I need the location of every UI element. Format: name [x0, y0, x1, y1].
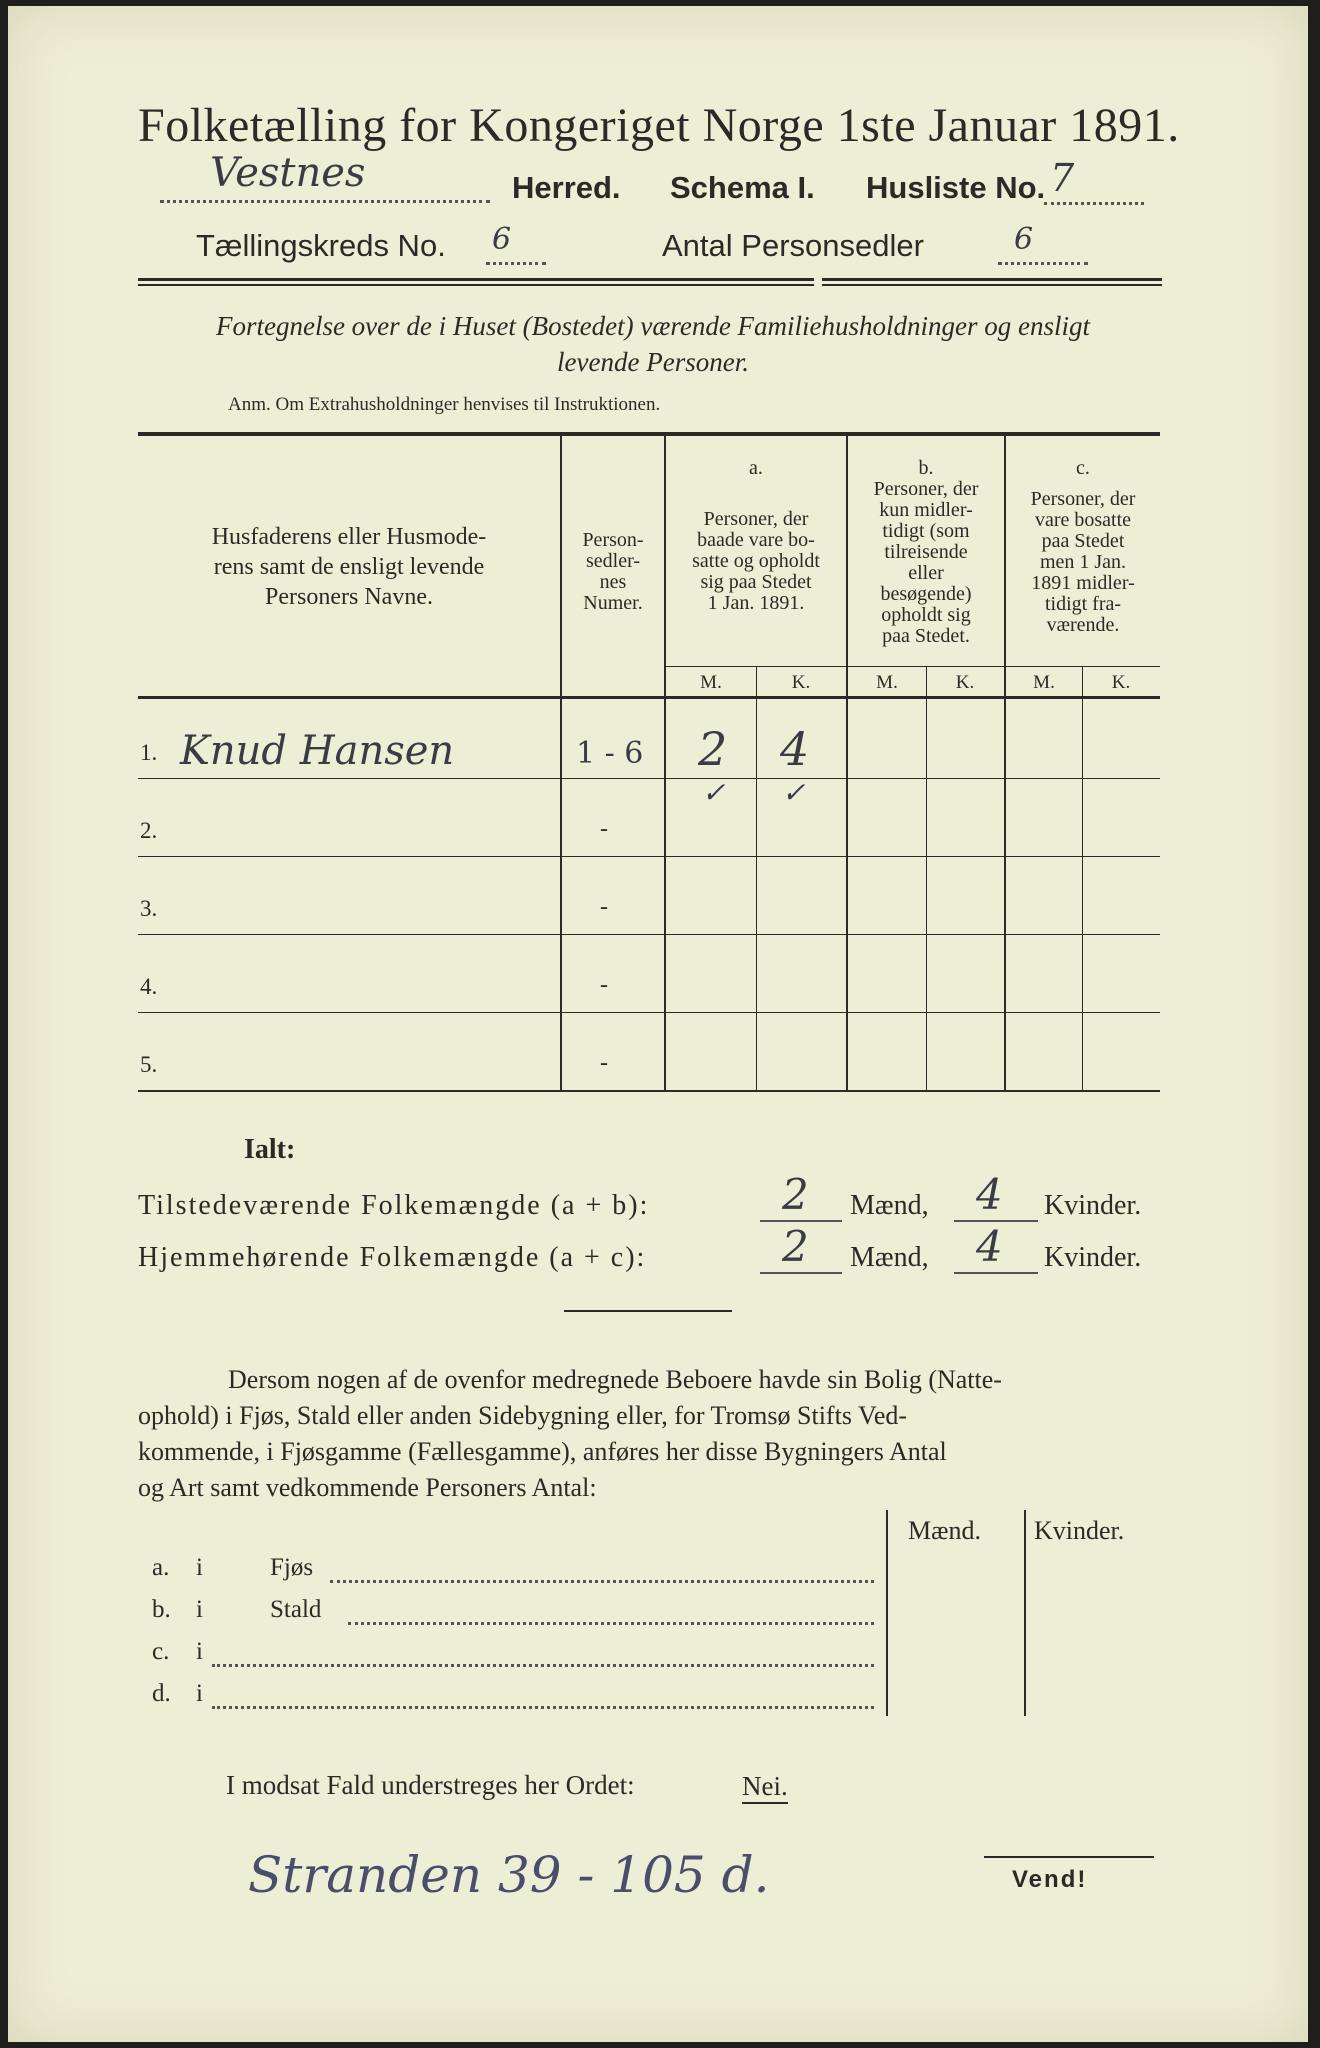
header-rule-right-2	[822, 284, 1162, 286]
building-c-dots	[212, 1664, 874, 1667]
antal-field	[998, 222, 1088, 265]
buildings-col-maend: Mænd.	[908, 1516, 981, 1545]
total-resident-k-field	[954, 1222, 1038, 1274]
building-d-letter: d.	[152, 1680, 171, 1707]
building-a-dots	[330, 1580, 874, 1583]
total-present-m-field	[760, 1170, 842, 1222]
col-header-b: b. Personer, der kun midler- tidigt (som tilreisende eller besøgende) opholdt sig paa Stedet.	[873, 457, 979, 647]
total-present-label: Tilstedeværende Folkemængde (a + b):	[138, 1190, 650, 1221]
row-1-name: Knud Hansen	[180, 728, 455, 774]
col-header-a: a. Personer, der baade vare bo- satte og opholdt sig paa Stedet 1 Jan. 1891.	[692, 457, 820, 614]
husliste-label: Husliste No.	[866, 170, 1046, 205]
row-1-check-m: ✓	[702, 776, 726, 809]
antal-value: 6	[1014, 222, 1034, 257]
mk-c-m: M.	[1033, 672, 1055, 693]
row-5-number: 5.	[140, 1052, 158, 1077]
herred-value: Vestnes	[210, 150, 366, 196]
intro-text	[138, 308, 1168, 380]
taellingskreds-field	[486, 222, 546, 265]
husliste-field	[1044, 156, 1144, 205]
total-resident-m: 2	[782, 1222, 809, 1271]
row-1-numer: 1 - 6	[576, 736, 644, 771]
row-2-number: 2.	[140, 818, 158, 843]
row-1-number: 1.	[140, 740, 158, 765]
mk-b-m: M.	[876, 672, 898, 693]
header-rule-right	[822, 278, 1162, 281]
husliste-value: 7	[1050, 156, 1075, 200]
form-title: Folketælling for Kongeriget Norge 1ste Januar 1891.	[138, 99, 1180, 152]
mk-c-k: K.	[1111, 672, 1131, 693]
building-c-letter: c.	[152, 1638, 170, 1665]
row-line-3	[138, 934, 1160, 935]
buildings-vline-2	[1024, 1510, 1026, 1716]
total-resident-k: 4	[976, 1222, 1003, 1271]
herred-label: Herred.	[512, 170, 621, 205]
building-c-prep: i	[196, 1638, 203, 1665]
building-d-prep: i	[196, 1680, 203, 1707]
mk-a-m: M.	[700, 672, 722, 693]
header-rule-left	[138, 278, 814, 281]
vline-c-mk	[1082, 666, 1083, 1092]
total-resident-label: Hjemmehørende Folkemængde (a + c):	[138, 1242, 647, 1273]
total-resident-kvinder: Kvinder.	[1044, 1242, 1142, 1273]
building-a-letter: a.	[152, 1554, 170, 1581]
modsat-text: I modsat Fald understreges her Ordet:	[226, 1770, 635, 1800]
total-present-kvinder: Kvinder.	[1044, 1190, 1142, 1221]
taellingskreds-label: Tællingskreds No.	[196, 228, 446, 263]
anm-note: Anm. Om Extrahusholdninger henvises til Instruktionen.	[228, 394, 661, 415]
building-b-dots	[348, 1622, 874, 1625]
row-line-1	[138, 778, 1160, 779]
intro-line-2: levende Personer.	[557, 347, 749, 377]
row-1-check-k: ✓	[782, 776, 806, 809]
row-3-numer: -	[600, 894, 608, 920]
mk-b-k: K.	[955, 672, 975, 693]
row-2-numer: -	[600, 816, 608, 842]
table-bottom-rule	[138, 1090, 1160, 1092]
building-b-prep: i	[196, 1596, 203, 1623]
col-header-names: Husfaderens eller Husmode- rens samt de ensligt levende Personers Navne.	[211, 524, 487, 610]
antal-label: Antal Personsedler	[662, 228, 924, 263]
row-3-number: 3.	[140, 896, 158, 921]
total-present-m: 2	[782, 1170, 809, 1219]
row-line-2	[138, 856, 1160, 857]
buildings-vline-1	[886, 1510, 888, 1716]
vend-label: Vend!	[1012, 1866, 1088, 1893]
total-present-k: 4	[976, 1170, 1003, 1219]
col-header-c: c. Personer, der vare bosatte paa Stedet men 1 Jan. 1891 midler- tidigt fra- værende.	[1030, 457, 1136, 636]
table-header-rule	[138, 696, 1160, 699]
building-a-name: Fjøs	[270, 1554, 314, 1581]
building-d-dots	[212, 1706, 874, 1709]
building-b-name: Stald	[270, 1596, 322, 1623]
herred-field	[160, 150, 490, 203]
row-1-a-m: 2	[698, 722, 728, 776]
handwritten-annotation: Stranden 39 - 105 d.	[248, 1846, 770, 1904]
total-resident-m-field	[760, 1222, 842, 1274]
sidebuilding-paragraph: Dersom nogen af de ovenfor medregnede Beboere havde sin Bolig (Natte- ophold) i Fjøs, Stald eller anden Sidebygning eller, for Tromsø Stifts Ved- kommende, i Fjøsgamme (Fællesgamme), anføres her disse Bygningers Antal og Art samt vedkommende Personers Antal:	[138, 1365, 1002, 1502]
total-resident-maend: Mænd,	[850, 1242, 929, 1273]
row-1-a-k: 4	[780, 722, 810, 776]
building-b-letter: b.	[152, 1596, 171, 1623]
taellingskreds-value: 6	[492, 222, 512, 257]
nei-word: Nei.	[742, 1770, 788, 1804]
mk-top-rule	[666, 666, 1160, 667]
col-header-numer: Person- sedler- nes Numer.	[582, 529, 644, 614]
separator-rule	[564, 1310, 732, 1312]
row-4-number: 4.	[140, 974, 158, 999]
census-form	[8, 6, 1308, 2042]
building-a-prep: i	[196, 1554, 203, 1581]
total-present-maend: Mænd,	[850, 1190, 929, 1221]
row-5-numer: -	[600, 1050, 608, 1076]
mk-a-k: K.	[791, 672, 811, 693]
vline-a-mk	[756, 666, 757, 1092]
row-line-4	[138, 1012, 1160, 1013]
schema-label: Schema I.	[670, 170, 815, 205]
vend-rule	[984, 1856, 1154, 1858]
vline-b-mk	[926, 666, 927, 1092]
header-rule-left-2	[138, 284, 814, 286]
row-4-numer: -	[600, 972, 608, 998]
table-top-rule	[138, 432, 1160, 436]
ialt-label: Ialt:	[244, 1134, 296, 1165]
total-present-k-field	[954, 1170, 1038, 1222]
buildings-col-kvinder: Kvinder.	[1034, 1516, 1125, 1545]
intro-line-1: Fortegnelse over de i Huset (Bostedet) værende Familiehusholdninger og ensligt	[215, 311, 1091, 341]
